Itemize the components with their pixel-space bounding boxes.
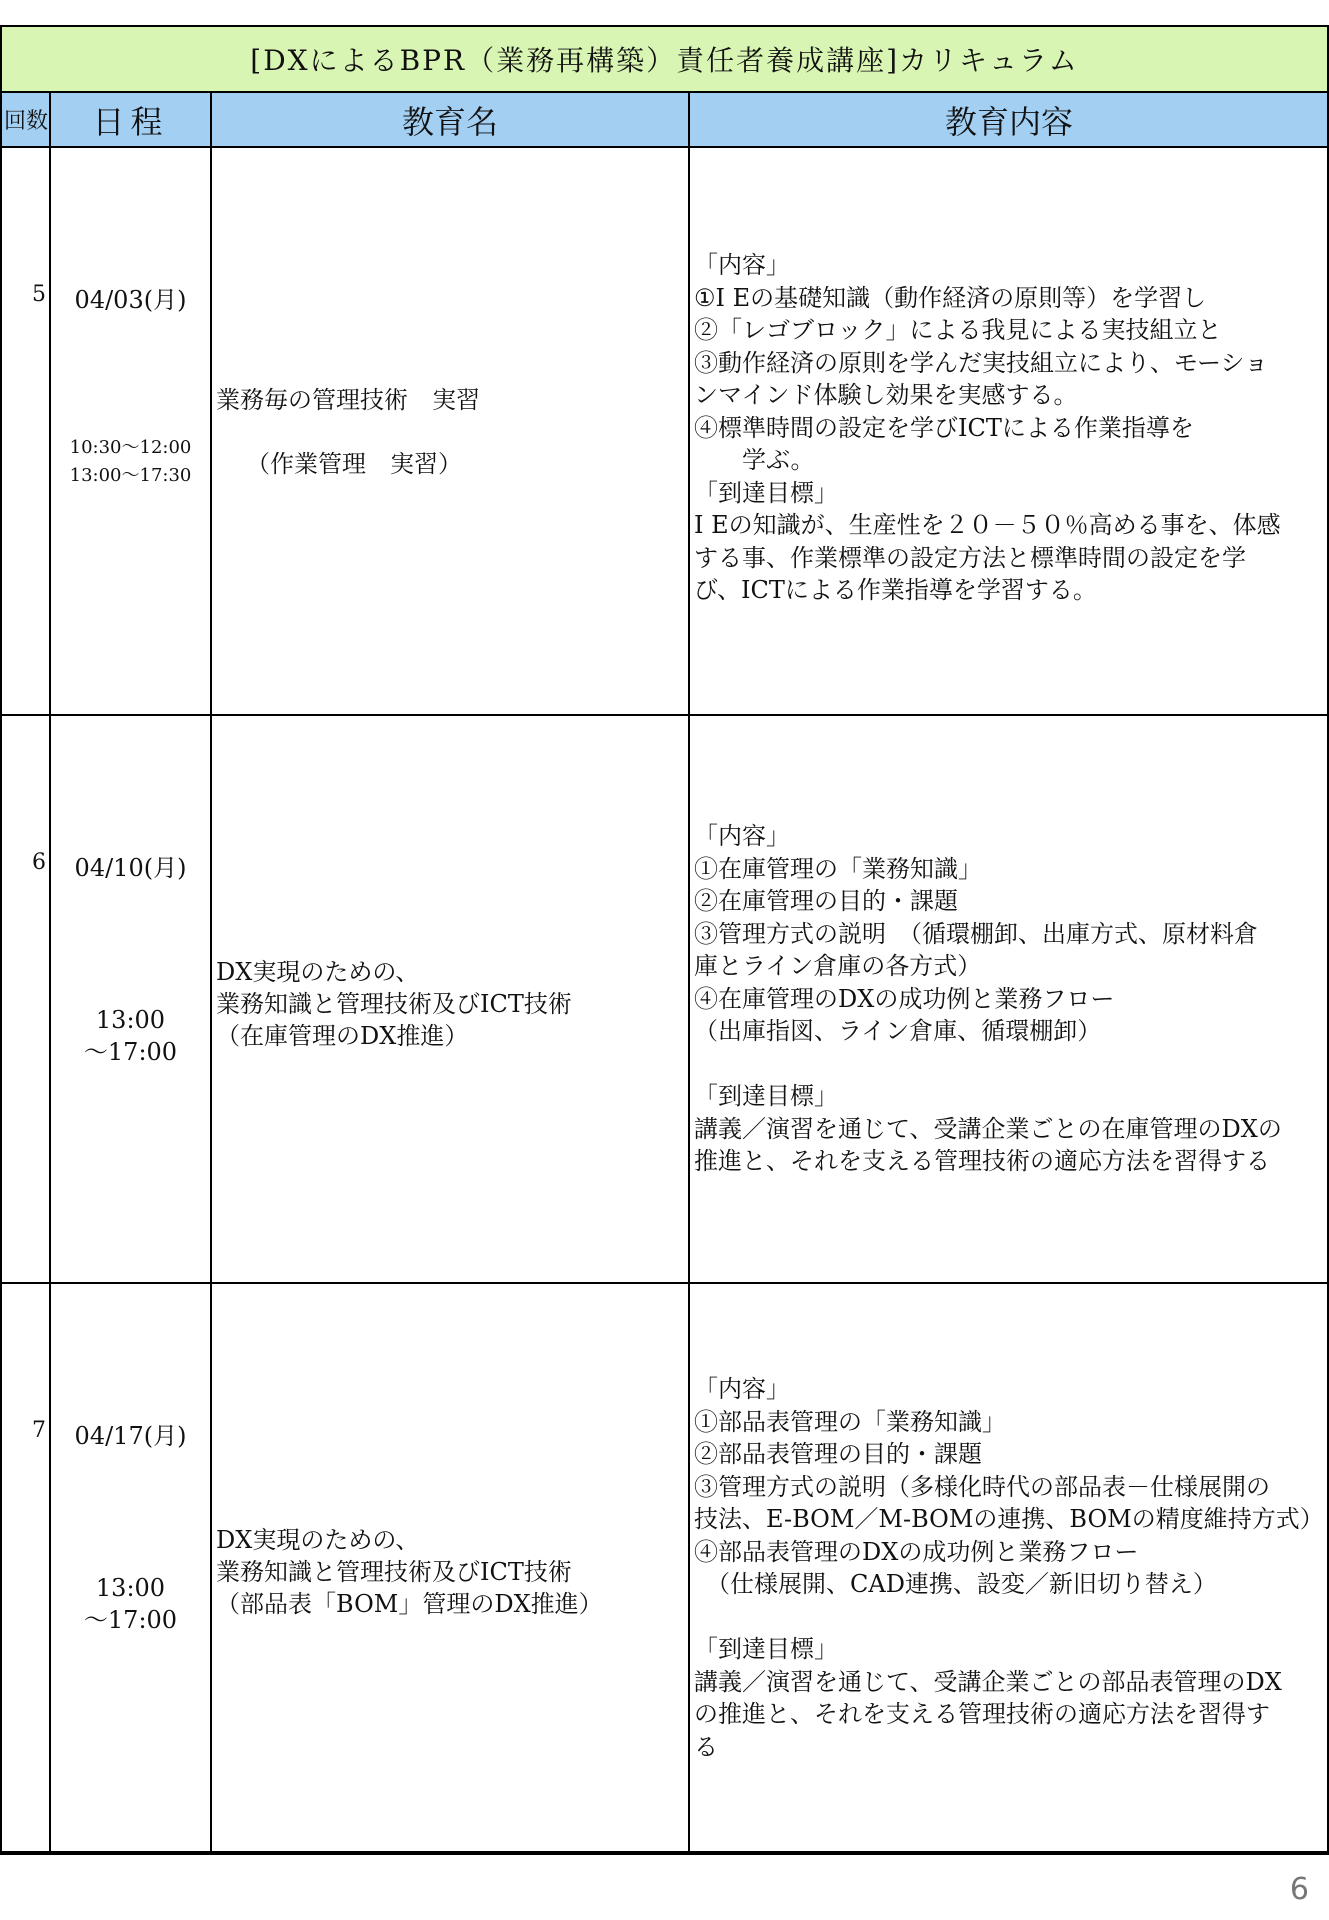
content-line: ③管理方式の説明 （循環棚卸、出庫方式、原材料倉 (694, 919, 1258, 948)
table-row (2, 148, 1327, 716)
content-line: び、ICTによる作業指導を学習する。 (694, 576, 1097, 604)
course-name-line-1: 業務毎の管理技術 実習 (216, 386, 480, 414)
content-line: 「内容」 (694, 1375, 790, 1403)
session-time-1: 13:00 (95, 1006, 166, 1034)
content-line: ①部品表管理の「業務知識」 (694, 1407, 1006, 1436)
content-line (694, 1048, 1328, 1081)
header-schedule: 日程 (92, 102, 169, 141)
course-name-line-2: 業務知識と管理技術及びICT技術 (216, 1558, 572, 1586)
content-line: （出庫指図、ライン倉庫、循環棚卸） (694, 1017, 1102, 1045)
course-name-cell (216, 148, 686, 714)
content-line: 推進と、それを支える管理技術の適応方法を習得する (694, 1147, 1270, 1175)
content-line: 「到達目標」 (694, 1635, 838, 1663)
session-date: 04/17(月) (74, 1422, 187, 1450)
course-content-cell (694, 148, 1328, 714)
content-line: I Eの知識が、生産性を２０－５０％高める事を、体感 (694, 511, 1281, 539)
content-line: 「内容」 (694, 822, 790, 850)
content-line: 講義／演習を通じて、受講企業ごとの在庫管理のDXの (694, 1114, 1282, 1143)
page-number: 6 (1289, 1872, 1309, 1907)
content-line: ③管理方式の説明（多様化時代の部品表－仕様展開の (694, 1472, 1270, 1501)
course-name-cell (216, 716, 686, 1282)
content-line: ④標準時間の設定を学びICTによる作業指導を (694, 413, 1194, 442)
content-line: ④在庫管理のDXの成功例と業務フロー (694, 984, 1115, 1013)
content-line: 「到達目標」 (694, 478, 838, 507)
content-line: ②在庫管理の目的・課題 (694, 887, 958, 915)
curriculum-table (0, 25, 1329, 1855)
course-name-cell (216, 1284, 686, 1851)
header-course-name: 教育名 (401, 102, 498, 141)
content-line (694, 1601, 1328, 1634)
content-line: ②部品表管理の目的・課題 (694, 1440, 982, 1468)
content-line: する事、作業標準の設定方法と標準時間の設定を学 (694, 543, 1246, 572)
header-count: 回数 (3, 109, 48, 134)
course-content-cell (694, 716, 1328, 1282)
schedule-cell (51, 148, 210, 714)
schedule-cell (51, 1284, 210, 1851)
course-name-line-1: DX実現のための、 (216, 1526, 420, 1554)
table-row (2, 716, 1327, 1284)
content-line: ンマインド体験し効果を実感する。 (694, 381, 1078, 409)
session-number: 7 (32, 1418, 46, 1443)
header-row (2, 93, 1327, 148)
content-line: 庫とライン倉庫の各方式） (694, 952, 982, 980)
table-title: [DXによるBPR（業務再構築）責任者養成講座]カリキュラム (2, 27, 1327, 93)
content-line: の推進と、それを支える管理技術の適応方法を習得す (694, 1700, 1270, 1728)
content-line: ③動作経済の原則を学んだ実技組立により、モーショ (694, 348, 1269, 377)
course-name-line-1: DX実現のための、 (216, 958, 420, 986)
content-line: ②「レゴブロック」による我見による実技組立と (694, 316, 1222, 344)
course-name-line-3: （部品表「BOM」管理のDX推進） (216, 1590, 603, 1618)
content-line: ①I Eの基礎知識（動作経済の原則等）を学習し (694, 283, 1207, 312)
header-course-content: 教育内容 (944, 102, 1073, 141)
course-name-line-3: （作業管理 実習） (246, 450, 462, 478)
content-line: 講義／演習を通じて、受講企業ごとの部品表管理のDX (694, 1667, 1282, 1696)
content-line: 技法、E-BOM／M-BOMの連携、BOMの精度維持方式） (694, 1505, 1324, 1533)
session-time-2: 13:00～17:30 (69, 465, 192, 486)
course-name-line-3: （在庫管理のDX推進） (216, 1022, 469, 1050)
table-row (2, 1284, 1327, 1853)
session-number: 6 (32, 850, 46, 875)
session-time-1: 10:30～12:00 (69, 437, 192, 458)
content-line: ④部品表管理のDXの成功例と業務フロー (694, 1537, 1139, 1566)
session-time-2: ～17:00 (83, 1606, 178, 1634)
session-time-2: ～17:00 (83, 1038, 178, 1066)
session-time-1: 13:00 (95, 1574, 166, 1602)
content-line: ①在庫管理の「業務知識」 (694, 854, 982, 883)
content-line: 「到達目標」 (694, 1082, 838, 1110)
session-number: 5 (32, 282, 46, 307)
content-line: （仕様展開、CAD連携、設変／新旧切り替え） (694, 1570, 1217, 1598)
course-name-line-2: 業務知識と管理技術及びICT技術 (216, 990, 572, 1018)
schedule-cell (51, 716, 210, 1282)
content-line: 「内容」 (694, 251, 790, 279)
session-date: 04/10(月) (74, 854, 187, 882)
course-content-cell (694, 1284, 1328, 1851)
content-line: る (694, 1732, 718, 1761)
content-line: 学ぶ。 (694, 446, 815, 474)
session-date: 04/03(月) (74, 286, 187, 314)
